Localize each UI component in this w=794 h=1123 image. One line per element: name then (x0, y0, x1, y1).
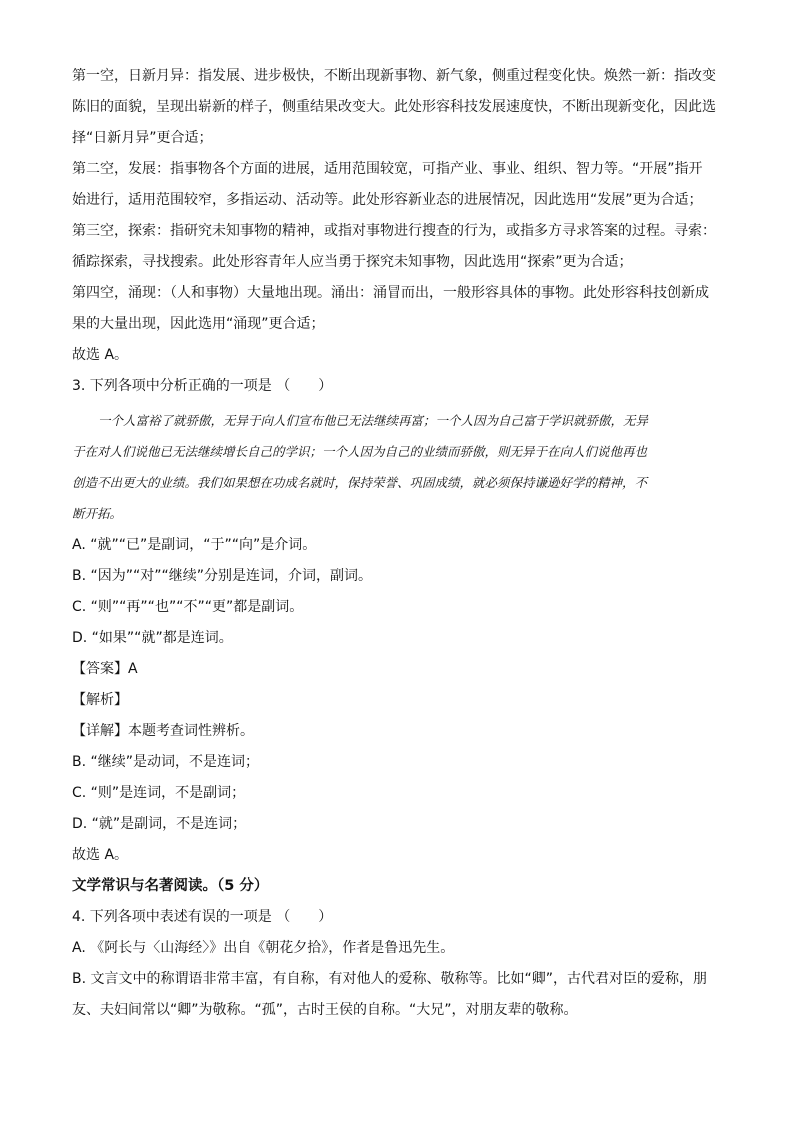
question-3-option-b: B. “因为”“对”“继续”分别是连词，介词，副词。 (72, 568, 373, 584)
question-3-option-d: D. “如果”“就”都是连词。 (72, 630, 233, 646)
blank2-analysis-line-2: 始进行，适用范围较窄，多指运动、活动等。此处形容新业态的进展情况，因此选用“发展”更为合适； (72, 192, 703, 208)
blank1-analysis-line-2: 陈旧的面貌，呈现出崭新的样子，侧重结果改变大。此处形容科技发展速度快，不断出现新变化，因此选 (72, 99, 716, 115)
blank1-analysis-line-1: 第一空，日新月异：指发展、进步极快，不断出现新事物、新气象，侧重过程变化快。焕然一新：指改变 (72, 68, 716, 84)
question-3-stem: 3. 下列各项中分析正确的一项是 （ ） (72, 378, 333, 394)
question-3-option-c: C. “则”“再”“也”“不”“更”都是副词。 (72, 599, 304, 615)
blank3-analysis-line-1: 第三空，探索：指研究未知事物的精神，或指对事物进行搜查的行为，或指多方寻求答案的过程。寻索： (72, 223, 716, 239)
question-4-option-a: A. 《阿长与〈山海经〉》出自《朝花夕拾》，作者是鲁迅先生。 (72, 940, 455, 956)
section-title: 文学常识与名著阅读。（5 分） (72, 878, 269, 894)
blank1-analysis-line-3: 择“日新月异”更合适； (72, 130, 213, 146)
question-3-detail: 【详解】本题考查词性辨析。 (72, 723, 254, 739)
question-3-analysis-label: 【解析】 (72, 692, 128, 708)
blank3-analysis-line-2: 循踪探索，寻找搜索。此处形容青年人应当勇于探究未知事物，因此选用“探索”更为合适； (72, 254, 633, 270)
blank2-analysis-line-1: 第二空，发展：指事物各个方面的进展，适用范围较宽，可指产业、事业、组织、智力等。“开展”指开 (72, 161, 703, 177)
question-3-passage-line-4: 断开拓。 (72, 506, 123, 521)
question-3-answer: 【答案】A (72, 661, 138, 677)
blank4-analysis-line-1: 第四空，涌现：（人和事物）大量地出现。涌出：涌冒而出，一般形容具体的事物。此处形容科技创新成 (72, 285, 709, 301)
question-3-note-c: C. “则”是连词，不是副词； (72, 785, 246, 801)
analysis-conclusion: 故选 A。 (72, 347, 129, 363)
question-3-conclusion: 故选 A。 (72, 847, 129, 863)
question-3-passage-line-3: 创造不出更大的业绩。我们如果想在功成名就时，保持荣誉、巩固成绩，就必须保持谦逊好学的精神，不 (72, 475, 648, 490)
question-3-note-d: D. “就”是副词，不是连词； (72, 816, 247, 832)
question-3-option-a: A. “就”“已”是副词，“于”“向”是介词。 (72, 537, 317, 553)
blank4-analysis-line-2: 果的大量出现，因此选用“涌现”更合适； (72, 316, 325, 332)
question-4-option-b-line-2: 友、夫妇间常以“卿”为敬称。“孤”，古时王侯的自称。“大兄”，对朋友辈的敬称。 (72, 1002, 578, 1018)
question-3-note-b: B. “继续”是动词，不是连词； (72, 754, 260, 770)
question-4-option-b-line-1: B. 文言文中的称谓语非常丰富，有自称，有对他人的爱称、敬称等。比如“卿”，古代君对臣的爱称，朋 (72, 971, 708, 987)
question-3-passage-line-1: 一个人富裕了就骄傲，无异于向人们宣布他已无法继续再富；一个人因为自己富于学识就骄傲，无异 (98, 413, 649, 428)
question-4-stem: 4. 下列各项中表述有误的一项是 （ ） (72, 909, 333, 925)
question-3-passage-line-2: 于在对人们说他已无法继续增长自己的学识；一个人因为自己的业绩而骄傲，则无异于在向人们说他再也 (72, 444, 648, 459)
